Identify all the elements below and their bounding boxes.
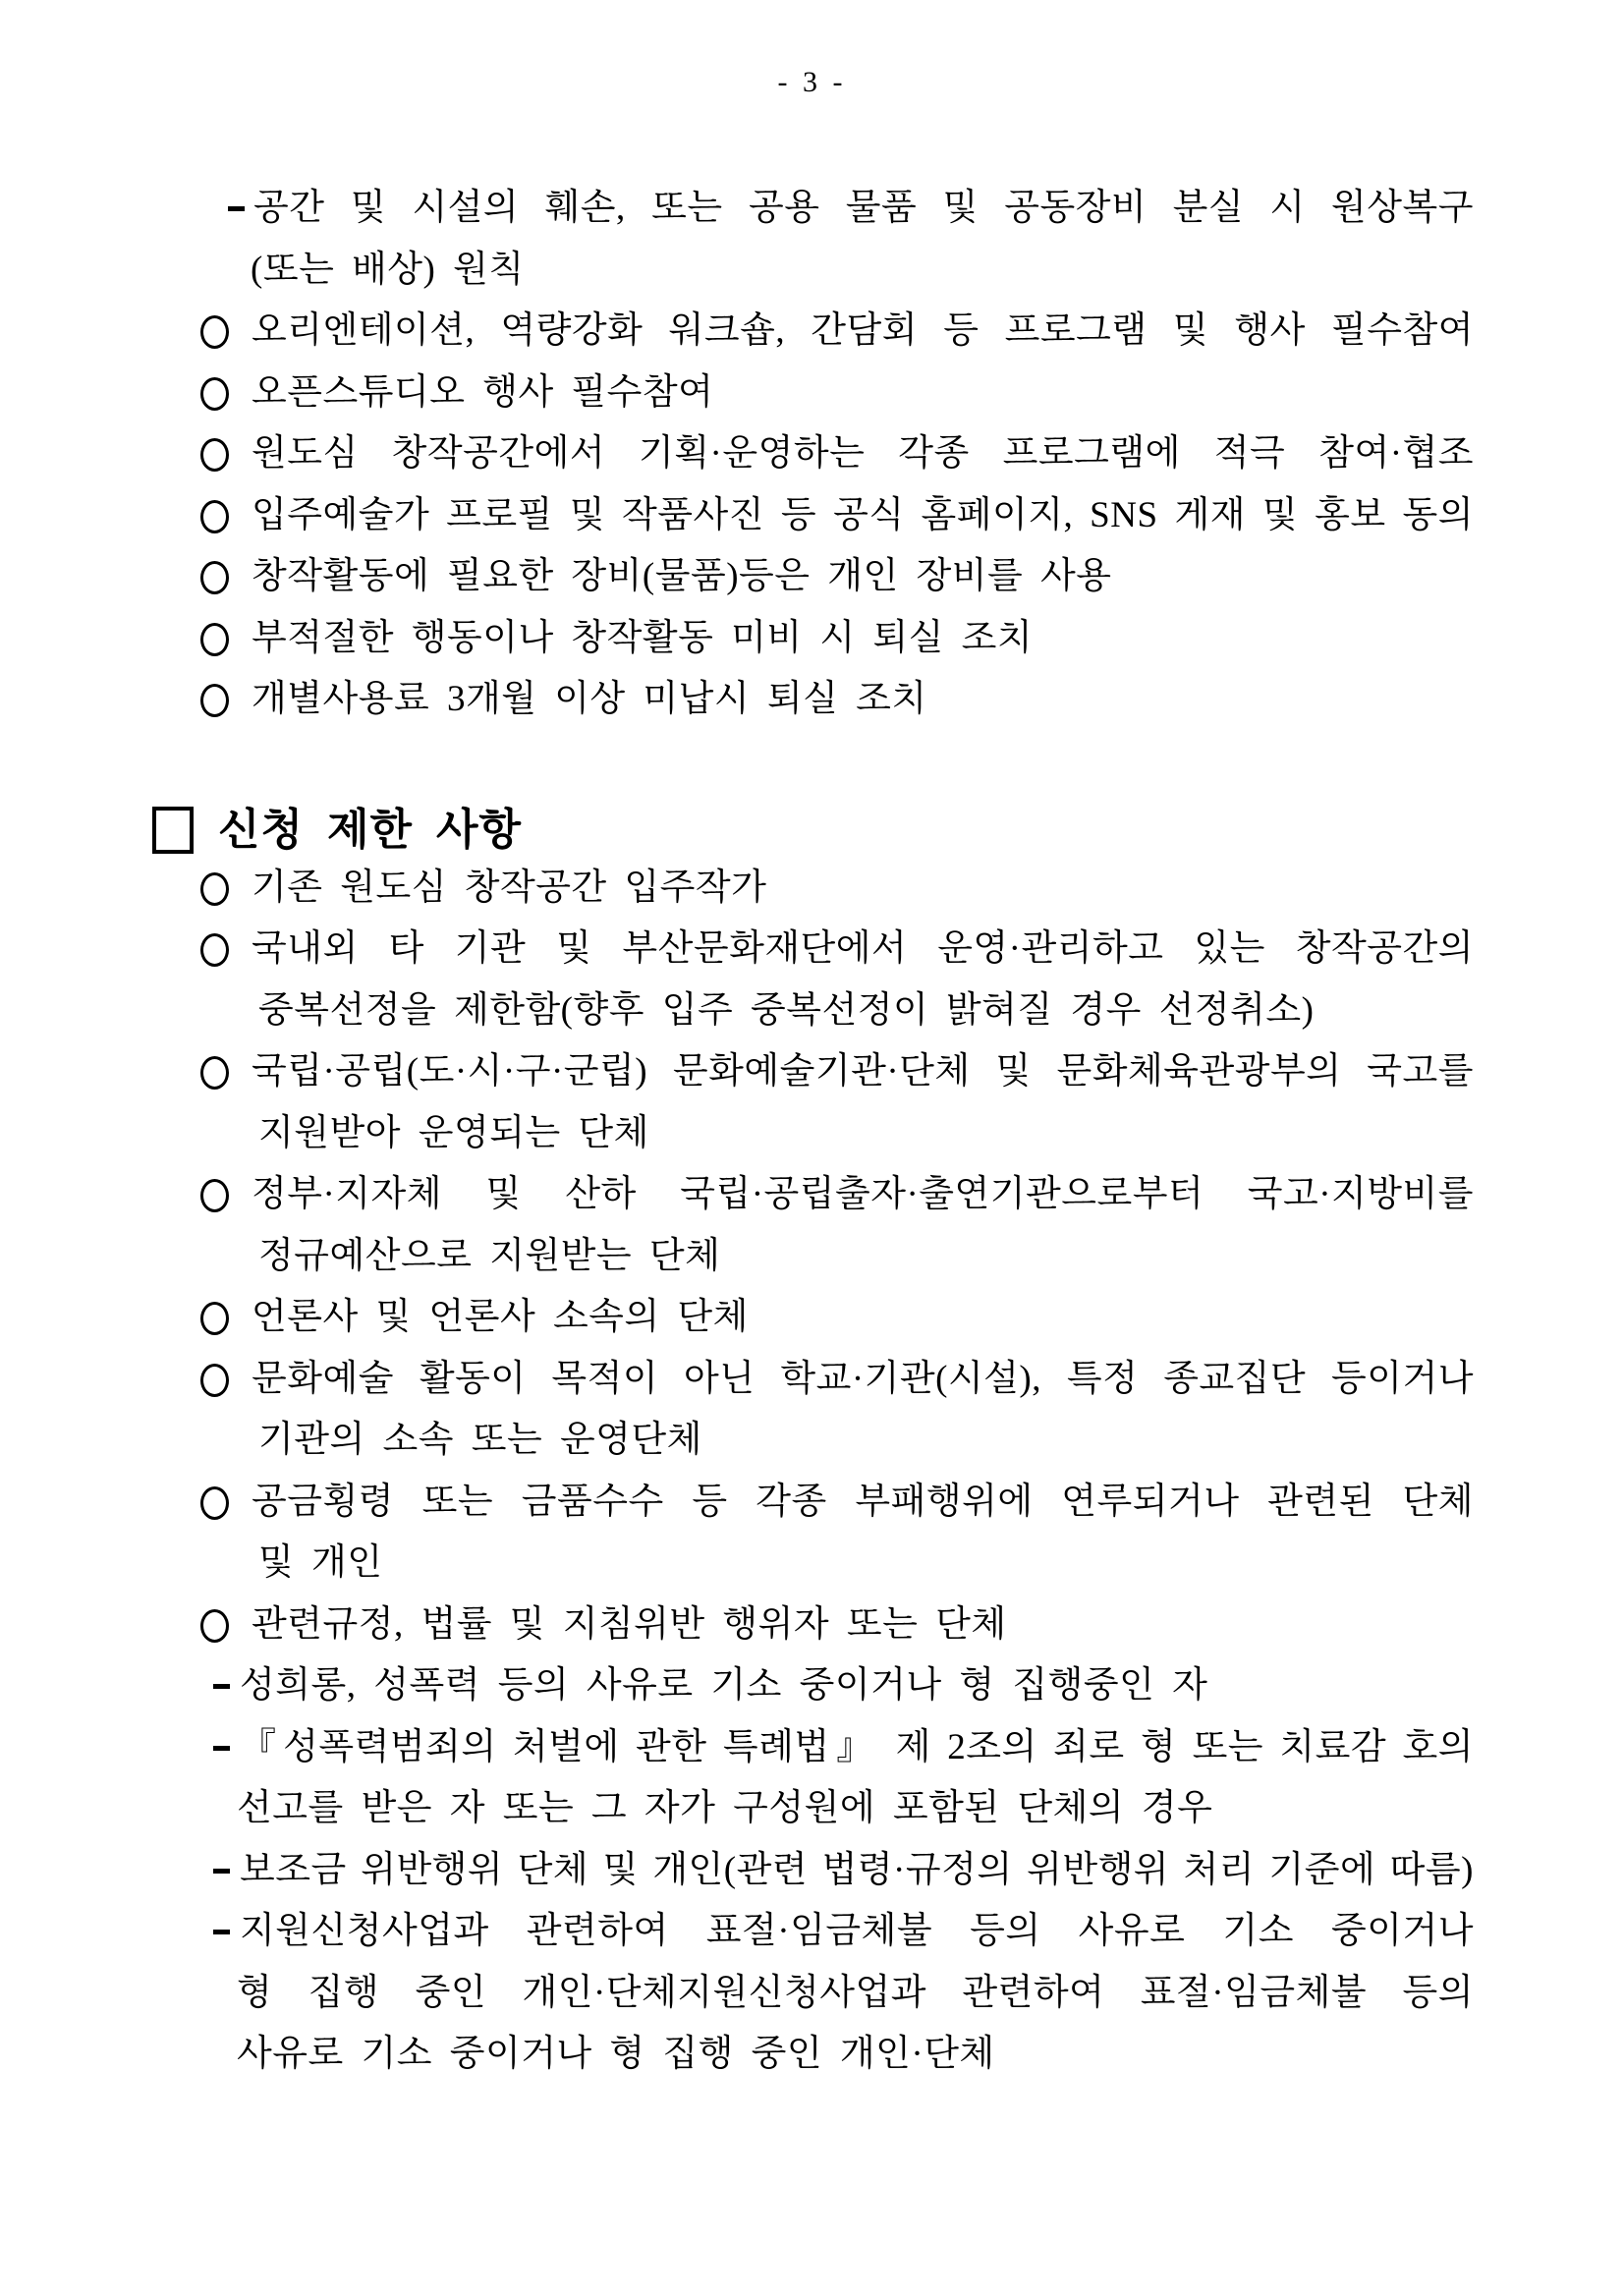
list-item	[0, 608, 1624, 670]
list-item-continuation	[0, 1103, 1624, 1165]
section-heading	[0, 803, 1624, 858]
list-item-continuation	[0, 1410, 1624, 1472]
list-item	[0, 858, 1624, 920]
circle-bullet-icon	[200, 315, 229, 349]
item-text: 사유로 기소 중이거나 형 집행 중인 개인·단체	[237, 2034, 995, 2074]
item-text: 개별사용료 3개월 이상 미납시 퇴실 조치	[252, 679, 927, 719]
item-text: 지원신청사업과 관련하여 표절·임금체불 등의 사유로 기소 중이거나	[240, 1911, 1474, 1951]
list-item	[0, 1655, 1624, 1717]
list-item	[0, 1840, 1624, 1902]
item-text: 문화예술 활동이 목적이 아닌 학교·기관(시설), 특정 종교집단 등이거나	[252, 1358, 1474, 1399]
list-item	[0, 1349, 1624, 1411]
list-item	[0, 1287, 1624, 1349]
item-text: 정규예산으로 지원받는 단체	[258, 1235, 721, 1276]
circle-bullet-icon	[200, 684, 229, 717]
item-text: 오픈스튜디오 행사 필수참여	[252, 371, 714, 413]
dash-bullet-icon	[213, 1930, 230, 1934]
circle-bullet-icon	[200, 1609, 229, 1643]
circle-bullet-icon	[200, 500, 229, 533]
item-text: 창작활동에 필요한 장비(물품)등은 개인 장비를 사용	[252, 556, 1112, 596]
item-text: 성희롱, 성폭력 등의 사유로 기소 중이거나 형 집행중인 자	[240, 1665, 1208, 1706]
circle-bullet-icon	[200, 872, 229, 906]
circle-bullet-icon	[200, 438, 229, 472]
list-item	[0, 363, 1624, 424]
dash-bullet-icon	[213, 1869, 230, 1874]
circle-bullet-icon	[200, 933, 229, 967]
item-text: 국립·공립(도·시·구·군립) 문화예술기관·단체 및 문화체육관광부의 국고를	[252, 1051, 1474, 1092]
list-item	[0, 301, 1624, 363]
item-text: 관련규정, 법률 및 지침위반 행위자 또는 단체	[252, 1603, 1007, 1645]
list-item	[0, 669, 1624, 731]
dash-bullet-icon	[213, 1746, 230, 1751]
circle-bullet-icon	[200, 1486, 229, 1520]
dash-bullet-icon	[213, 1684, 230, 1689]
page-number: - 3 -	[777, 66, 847, 98]
item-text: 원도심 창작공간에서 기획·운영하는 각종 프로그램에 적극 참여·협조	[252, 433, 1474, 474]
circle-bullet-icon	[200, 1056, 229, 1090]
circle-bullet-icon	[200, 1302, 229, 1335]
circle-bullet-icon	[200, 377, 229, 411]
item-text: 오리엔테이션, 역량강화 워크숍, 간담회 등 프로그램 및 행사 필수참여	[252, 310, 1474, 351]
list-item	[0, 1041, 1624, 1103]
item-text: 부적절한 행동이나 창작활동 미비 시 퇴실 조치	[252, 617, 1034, 658]
list-item-continuation	[0, 1778, 1624, 1840]
item-text: 입주예술가 프로필 및 작품사진 등 공식 홈페이지, SNS 게재 및 홍보 동의	[252, 494, 1474, 535]
item-text: 국내외 타 기관 및 부산문화재단에서 운영·관리하고 있는 창작공간의	[252, 928, 1474, 969]
circle-bullet-icon	[200, 1364, 229, 1397]
list-item	[0, 1472, 1624, 1534]
item-text: 선고를 받은 자 또는 그 자가 구성원에 포함된 단체의 경우	[237, 1788, 1213, 1828]
list-item-continuation	[0, 1533, 1624, 1595]
item-text: 『성폭력범죄의 처벌에 관한 특례법』 제 2조의 죄로 형 또는 치료감 호의	[240, 1726, 1474, 1767]
list-item	[0, 1595, 1624, 1656]
list-item	[0, 485, 1624, 547]
list-item-continuation	[0, 240, 1624, 302]
item-text: 공간 및 시설의 훼손, 또는 공용 물품 및 공동장비 분실 시 원상복구	[253, 188, 1474, 228]
item-text: 형 집행 중인 개인·단체지원신청사업과 관련하여 표절·임금체불 등의	[237, 1972, 1474, 2013]
list-item-continuation	[0, 2024, 1624, 2086]
list-item	[0, 1901, 1624, 1963]
item-text: 언론사 및 언론사 소속의 단체	[252, 1297, 749, 1337]
list-item	[0, 178, 1624, 240]
checkbox-square-icon	[152, 807, 194, 854]
item-text: 보조금 위반행위 단체 및 개인(관련 법령·규정의 위반행위 처리 기준에 따름)	[240, 1849, 1474, 1890]
circle-bullet-icon	[200, 1179, 229, 1212]
item-text: 공금횡령 또는 금품수수 등 각종 부패행위에 연루되거나 관련된 단체	[252, 1481, 1474, 1522]
item-text: 기관의 소속 또는 운영단체	[258, 1420, 702, 1460]
circle-bullet-icon	[200, 561, 229, 594]
section-heading-text: 신청 제한 사항	[218, 805, 523, 854]
item-text: (또는 배상) 원칙	[251, 249, 525, 290]
list-item	[0, 546, 1624, 608]
list-item	[0, 1164, 1624, 1226]
item-text: 중복선정을 제한함(향후 입주 중복선정이 밝혀질 경우 선정취소)	[258, 989, 1315, 1031]
item-text: 기존 원도심 창작공간 입주작가	[252, 867, 767, 908]
item-text: 정부·지자체 및 산하 국립·공립출자·출연기관으로부터 국고·지방비를	[252, 1174, 1474, 1214]
dash-bullet-icon	[228, 206, 245, 211]
item-text: 및 개인	[258, 1542, 383, 1583]
list-item-continuation	[0, 980, 1624, 1042]
circle-bullet-icon	[200, 623, 229, 656]
list-item	[0, 1717, 1624, 1779]
list-item	[0, 423, 1624, 485]
item-text: 지원받아 운영되는 단체	[258, 1112, 649, 1153]
list-item-continuation	[0, 1226, 1624, 1288]
list-item-continuation	[0, 1963, 1624, 2025]
list-item	[0, 919, 1624, 980]
